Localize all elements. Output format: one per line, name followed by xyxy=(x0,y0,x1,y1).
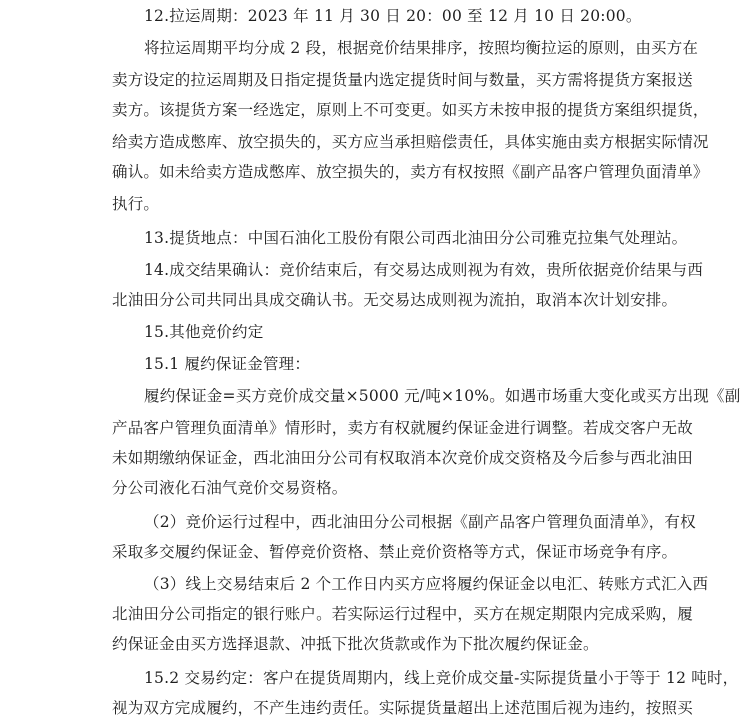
doc-line: 约保证金由买方选择退款、冲抵下批次货款或作为下批次履约保证金。 xyxy=(112,635,599,653)
doc-line: 卖方。该提货方案一经选定，原则上不可变更。如买方未按申报的提货方案组织提货， xyxy=(112,101,709,119)
doc-line: 卖方设定的拉运周期及日指定提货量内选定提货时间与数量，买方需将提货方案报送 xyxy=(112,71,693,89)
doc-line: 15.2 交易约定：客户在提货周期内，线上竞价成交量-实际提货量小于等于 12 吨时， xyxy=(144,669,739,687)
doc-line: 分公司液化石油气竞价交易资格。 xyxy=(112,479,348,497)
doc-line: 15.1 履约保证金管理： xyxy=(144,355,311,373)
doc-line: 14.成交结果确认：竞价结束后，有交易达成则视为有效，贵所依据竞价结果与西 xyxy=(144,261,704,279)
doc-line: 15.其他竞价约定 xyxy=(144,323,264,341)
doc-line: （2）竞价运行过程中，西北油田分公司根据《副产品客户管理负面清单》，有权 xyxy=(144,513,696,531)
doc-line: 北油田分公司指定的银行账户。若实际运行过程中，买方在规定期限内完成采购，履 xyxy=(112,605,693,623)
doc-line: 确认。如未给卖方造成憋库、放空损失的，卖方有权按照《副产品客户管理负面清单》 xyxy=(112,163,709,181)
doc-line: 履约保证金=买方竞价成交量×5000 元/吨×10%。如遇市场重大变化或买方出现《副 xyxy=(144,387,741,405)
doc-line: 将拉运周期平均分成 2 段，根据竞价结果排序，按照均衡拉运的原则，由买方在 xyxy=(144,39,699,57)
doc-line: （3）线上交易结束后 2 个工作日内买方应将履约保证金以电汇、转账方式汇入西 xyxy=(144,575,709,593)
doc-line: 给卖方造成憋库、放空损失的，买方应当承担赔偿责任，具体实施由卖方根据实际情况 xyxy=(112,133,709,151)
doc-line: 产品客户管理负面清单》情形时，卖方有权就履约保证金进行调整。若成交客户无故 xyxy=(112,419,693,437)
doc-line: 13.提货地点：中国石油化工股份有限公司西北油田分公司雅克拉集气处理站。 xyxy=(144,229,688,247)
doc-line: 未如期缴纳保证金，西北油田分公司有权取消本次竞价成交资格及今后参与西北油田 xyxy=(112,449,693,467)
doc-line: 12.拉运周期：2023 年 11 月 30 日 20：00 至 12 月 10 日 20:00。 xyxy=(144,7,642,25)
doc-line: 视为双方完成履约，不产生违约责任。实际提货量超出上述范围后视为违约，按照买 xyxy=(112,699,693,717)
doc-line: 采取多交履约保证金、暂停竞价资格、禁止竞价资格等方式，保证市场竞争有序。 xyxy=(112,543,678,561)
doc-line: 执行。 xyxy=(112,195,160,213)
doc-line: 北油田分公司共同出具成交确认书。无交易达成则视为流拍，取消本次计划安排。 xyxy=(112,291,678,309)
